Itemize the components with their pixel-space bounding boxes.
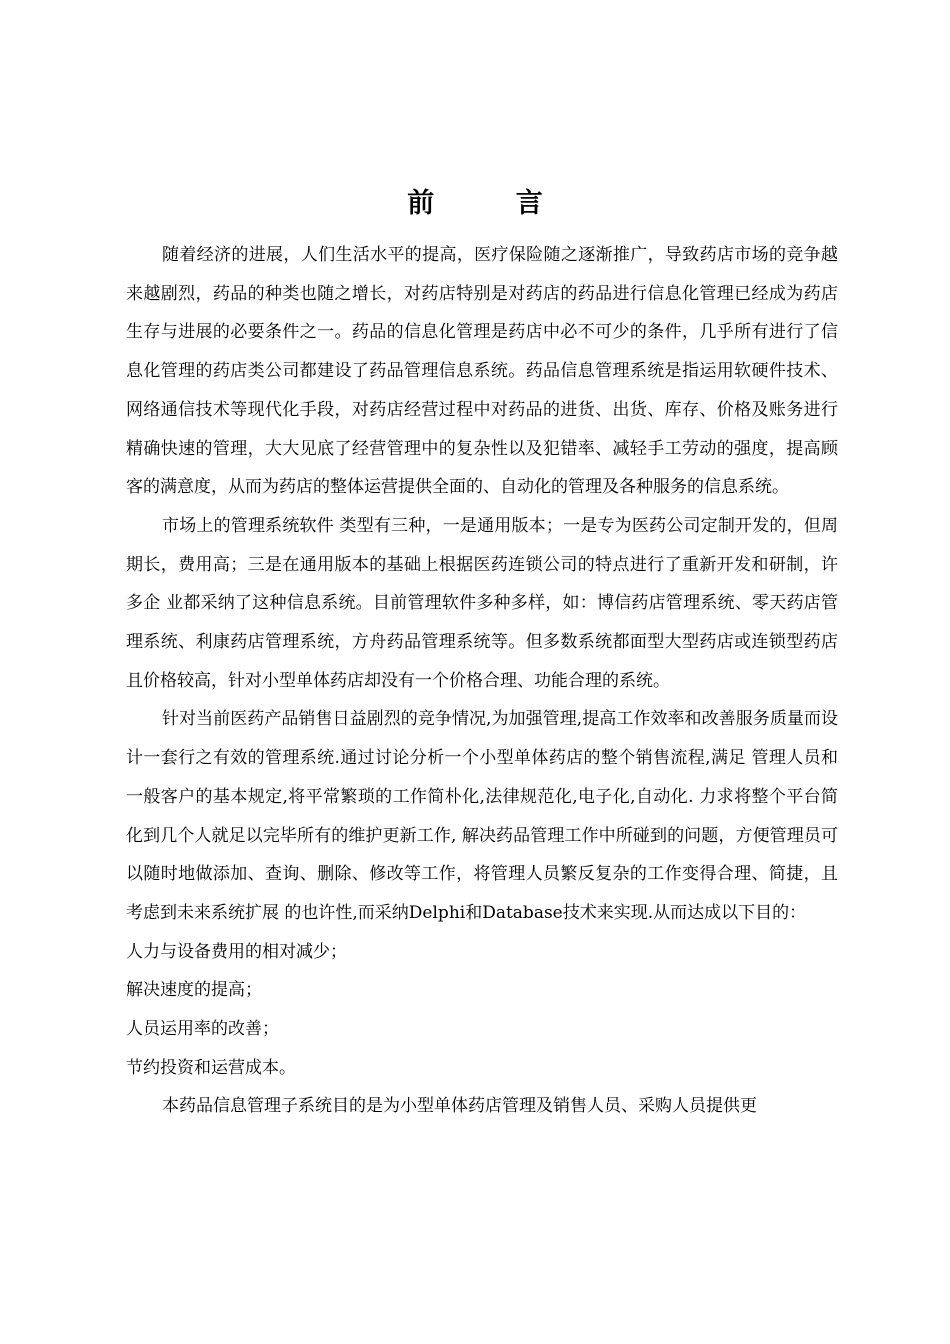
paragraph-market: 市场上的管理系统软件 类型有三种，一是通用版本；一是专为医药公司定制开发的，但周期长，费用高；三是在通用版本的基础上根据医药连锁公司的特点进行了重新开发和研制，许多企 业都采纳了这种信息系统。目前管理软件多种多样，如：博信药店管理系统、零天药店管理系统、利康药店管理系统，方舟药品管理系统等。但多数系统都面型大型药店或连锁型药店且价格较高，针对小型单体药店却没有一个价格合理、功能合理的系统。 <box>126 515 838 691</box>
goal-item: 人员运用率的改善； <box>126 1019 279 1040</box>
goal-item: 解决速度的提高； <box>126 980 262 1001</box>
paragraph-design: 针对当前医药产品销售日益剧烈的竞争情况,为加强管理,提高工作效率和改善服务质量而设计一套行之有效的管理系统.通过讨论分析一个小型单体药店的整个销售流程,满足 管理人员和一般客户的基本规定,将平常繁琐的工作简朴化,法律规范化,电子化,自动化. 力求将整个平台简化到几个人就足以完毕所有的维护更新工作, 解决药品管理工作中所碰到的问题，方便管理员可以随时地做添加、查询、删除、修改等工作，将管理人员繁反复杂的工作变得合理、简捷，且考虑到未来系统扩展 的也许性,而采纳Delphi和Database技术来实现.从而达成以下目的： <box>126 709 838 923</box>
goal-item: 节约投资和运营成本。 <box>126 1057 296 1078</box>
goal-item: 人力与设备费用的相对减少； <box>126 941 347 962</box>
document-body <box>126 236 838 1126</box>
goal-list <box>126 933 838 1088</box>
paragraph-closing: 本药品信息管理子系统目的是为小型单体药店管理及销售人员、采购人员提供更 <box>162 1096 757 1117</box>
paragraph-intro: 随着经济的进展，人们生活水平的提高，医疗保险随之逐渐推广，导致药店市场的竞争越来越剧烈，药品的种类也随之增长，对药店特别是对药店的药品进行信息化管理已经成为药店生存与进展的必要条件之一。药品的信息化管理是药店中必不可少的条件，几乎所有进行了信息化管理的药店类公司都建设了药品管理信息系统。药品信息管理系统是指运用软硬件技术、网络通信技术等现代化手段，对药店经营过程中对药品的进货、出货、库存、价格及账务进行精确快速的管理，大大见底了经营管理中的复杂性以及犯错率、减轻手工劳动的强度，提高顾客的满意度，从而为药店的整体运营提供全面的、自动化的管理及各种服务的信息系统。 <box>126 245 838 498</box>
page-title: 前 言 <box>407 188 579 219</box>
